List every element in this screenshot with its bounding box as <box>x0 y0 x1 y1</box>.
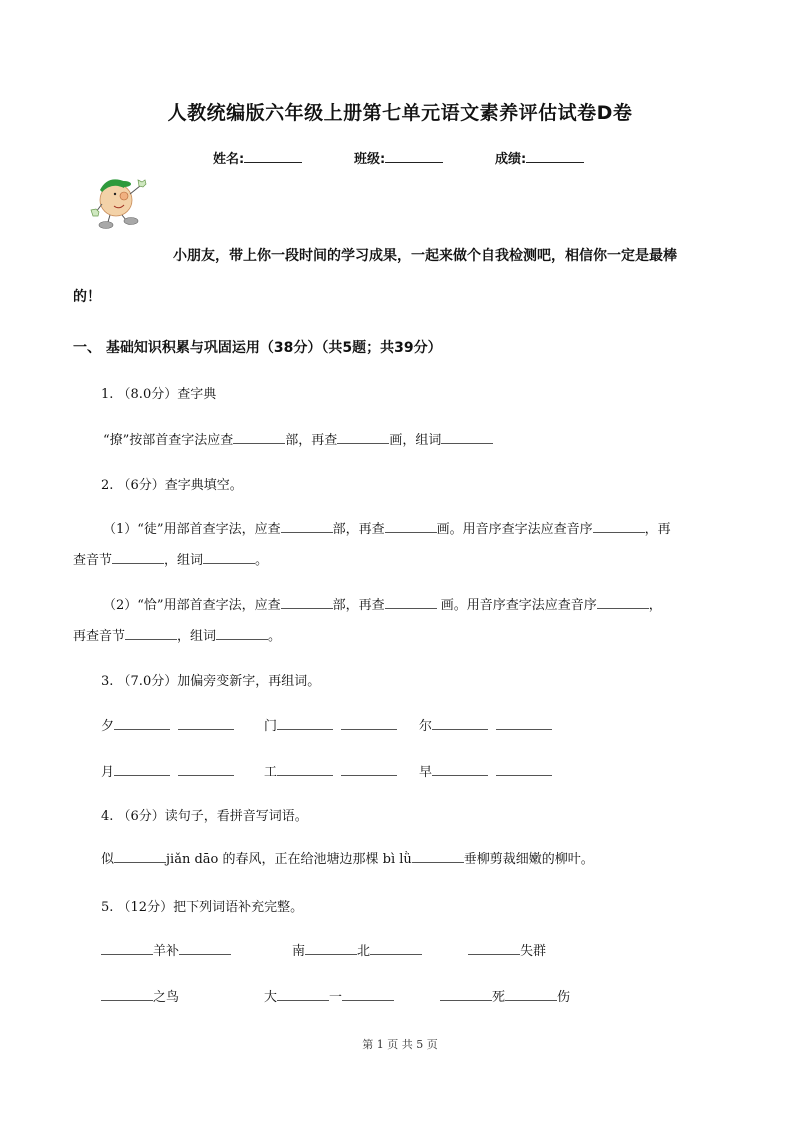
q2-s2-blank-4[interactable] <box>125 628 177 640</box>
question-1-header: 1. （8.0分）查字典 <box>101 387 217 402</box>
q5-blank[interactable] <box>505 989 557 1001</box>
q3-item-2 <box>264 715 397 734</box>
q2-s1-text-c: 画。用音序查字法应查音序 <box>436 522 593 537</box>
q5-blank[interactable] <box>342 989 394 1001</box>
q5-text: 大 <box>264 990 278 1005</box>
q2-s2-blank-3[interactable] <box>597 597 649 609</box>
q5-blank[interactable] <box>370 943 422 955</box>
question-4-body <box>101 848 594 867</box>
q4-text-c: 垂柳剪裁细嫩的柳叶。 <box>463 852 594 867</box>
q3-blank[interactable] <box>277 718 333 730</box>
q2-s2-text-d: ， <box>648 598 662 613</box>
q3-blank[interactable] <box>496 718 552 730</box>
q1-blank-1[interactable] <box>233 432 285 444</box>
question-2-header: 2. （6分）查字典填空。 <box>101 478 243 493</box>
q1-blank-3[interactable] <box>441 432 493 444</box>
question-3-header: 3. （7.0分）加偏旁变新字，再组词。 <box>101 674 321 689</box>
intro-line-1: 小朋友，带上你一段时间的学习成果，一起来做个自我检测吧，相信你一定是最棒 <box>173 248 677 264</box>
q2-s1-text-f: ，组词 <box>164 553 204 568</box>
q5-text: 死 <box>492 990 506 1005</box>
q2-s1-blank-3[interactable] <box>593 521 645 533</box>
q3-char: 工 <box>264 765 278 780</box>
q5-blank[interactable] <box>179 943 231 955</box>
question-2-sub1-line1 <box>103 518 671 537</box>
q3-item-6 <box>419 761 552 780</box>
name-label: 姓名: <box>213 152 245 167</box>
q5-item-2 <box>292 940 422 959</box>
q2-s2-text-a: （2）“恰”用部首查字法，应查 <box>103 598 281 613</box>
q3-char: 门 <box>264 719 278 734</box>
q2-s1-text-e: 查音节 <box>73 553 113 568</box>
score-blank[interactable] <box>526 150 584 163</box>
q5-text: 之鸟 <box>153 990 180 1005</box>
q2-s1-text-b: 部，再查 <box>332 522 385 537</box>
cartoon-boy-mascot-icon <box>88 170 158 230</box>
q3-char: 月 <box>101 765 115 780</box>
q1-text-b: 部，再查 <box>285 433 338 448</box>
q1-text-a: “撩”按部首查字法应查 <box>103 433 234 448</box>
q5-item-1 <box>101 940 231 959</box>
q5-text: 北 <box>357 944 371 959</box>
q1-text-c: 画，组词 <box>389 433 442 448</box>
q5-item-4 <box>101 986 179 1005</box>
question-2-sub2-line2 <box>73 625 281 644</box>
q5-text: 南 <box>292 944 306 959</box>
class-blank[interactable] <box>385 150 443 163</box>
document-title: 人教统编版六年级上册第七单元语文素养评估试卷D卷 <box>167 102 633 124</box>
class-label: 班级: <box>354 152 386 167</box>
q5-text: 羊补 <box>153 944 180 959</box>
q3-item-3 <box>419 715 552 734</box>
q3-item-5 <box>264 761 397 780</box>
q3-char: 尔 <box>419 719 433 734</box>
q2-s1-blank-2[interactable] <box>385 521 437 533</box>
q3-blank[interactable] <box>341 764 397 776</box>
q4-text-b: jiǎn dāo 的春风，正在给池塘边那棵 bì lǜ <box>166 852 412 867</box>
q5-blank[interactable] <box>440 989 492 1001</box>
q5-item-6 <box>440 986 570 1005</box>
q2-s2-blank-2[interactable] <box>385 597 437 609</box>
q5-blank[interactable] <box>305 943 357 955</box>
q5-blank[interactable] <box>101 989 153 1001</box>
page-footer: 第 1 页 共 5 页 <box>362 1038 438 1051</box>
score-label: 成绩: <box>495 152 527 167</box>
q5-item-5 <box>264 986 394 1005</box>
q2-s1-text-d: ，再 <box>644 522 671 537</box>
q3-char: 早 <box>419 765 433 780</box>
q3-blank[interactable] <box>277 764 333 776</box>
q2-s1-blank-4[interactable] <box>112 552 164 564</box>
q3-blank[interactable] <box>496 764 552 776</box>
question-2-sub2-line1 <box>103 594 662 613</box>
q4-blank-1[interactable] <box>114 851 166 863</box>
q2-s1-text-a: （1）“徒”用部首查字法，应查 <box>103 522 281 537</box>
question-5-header: 5. （12分）把下列词语补充完整。 <box>101 900 304 915</box>
class-field[interactable] <box>354 148 443 167</box>
score-field[interactable] <box>495 148 584 167</box>
q3-blank[interactable] <box>178 718 234 730</box>
q2-s2-blank-1[interactable] <box>281 597 333 609</box>
q5-item-3 <box>468 940 546 959</box>
q3-blank[interactable] <box>114 764 170 776</box>
q2-s2-text-g: 。 <box>268 629 282 644</box>
name-field[interactable] <box>213 148 302 167</box>
q2-s2-text-b: 部，再查 <box>332 598 385 613</box>
question-1-body <box>103 429 493 448</box>
q2-s1-blank-1[interactable] <box>281 521 333 533</box>
q5-text: 伤 <box>557 990 571 1005</box>
q3-blank[interactable] <box>432 718 488 730</box>
intro-line-2: 的！ <box>73 289 101 305</box>
q4-text-a: 似 <box>101 852 115 867</box>
name-blank[interactable] <box>244 150 302 163</box>
q2-s1-text-g: 。 <box>255 553 269 568</box>
q3-item-4 <box>101 761 234 780</box>
q3-char: 夕 <box>101 719 115 734</box>
section-heading: 一、 基础知识积累与巩固运用（38分）（共5题；共39分） <box>73 340 442 356</box>
q3-item-1 <box>101 715 234 734</box>
q5-blank[interactable] <box>277 989 329 1001</box>
q1-blank-2[interactable] <box>337 432 389 444</box>
q2-s2-text-f: ，组词 <box>177 629 217 644</box>
q5-text: 失群 <box>520 944 547 959</box>
q5-text: 一 <box>329 990 343 1005</box>
q5-blank[interactable] <box>468 943 520 955</box>
q4-blank-2[interactable] <box>412 851 464 863</box>
question-2-sub1-line2 <box>73 549 268 568</box>
q2-s2-blank-5[interactable] <box>216 628 268 640</box>
q3-blank[interactable] <box>114 718 170 730</box>
q3-blank[interactable] <box>432 764 488 776</box>
q3-blank[interactable] <box>178 764 234 776</box>
q2-s2-text-e: 再查音节 <box>73 629 126 644</box>
q5-blank[interactable] <box>101 943 153 955</box>
question-4-header: 4. （6分）读句子，看拼音写词语。 <box>101 809 308 824</box>
q2-s2-text-c: 画。用音序查字法应查音序 <box>436 598 597 613</box>
q2-s1-blank-5[interactable] <box>203 552 255 564</box>
q3-blank[interactable] <box>341 718 397 730</box>
